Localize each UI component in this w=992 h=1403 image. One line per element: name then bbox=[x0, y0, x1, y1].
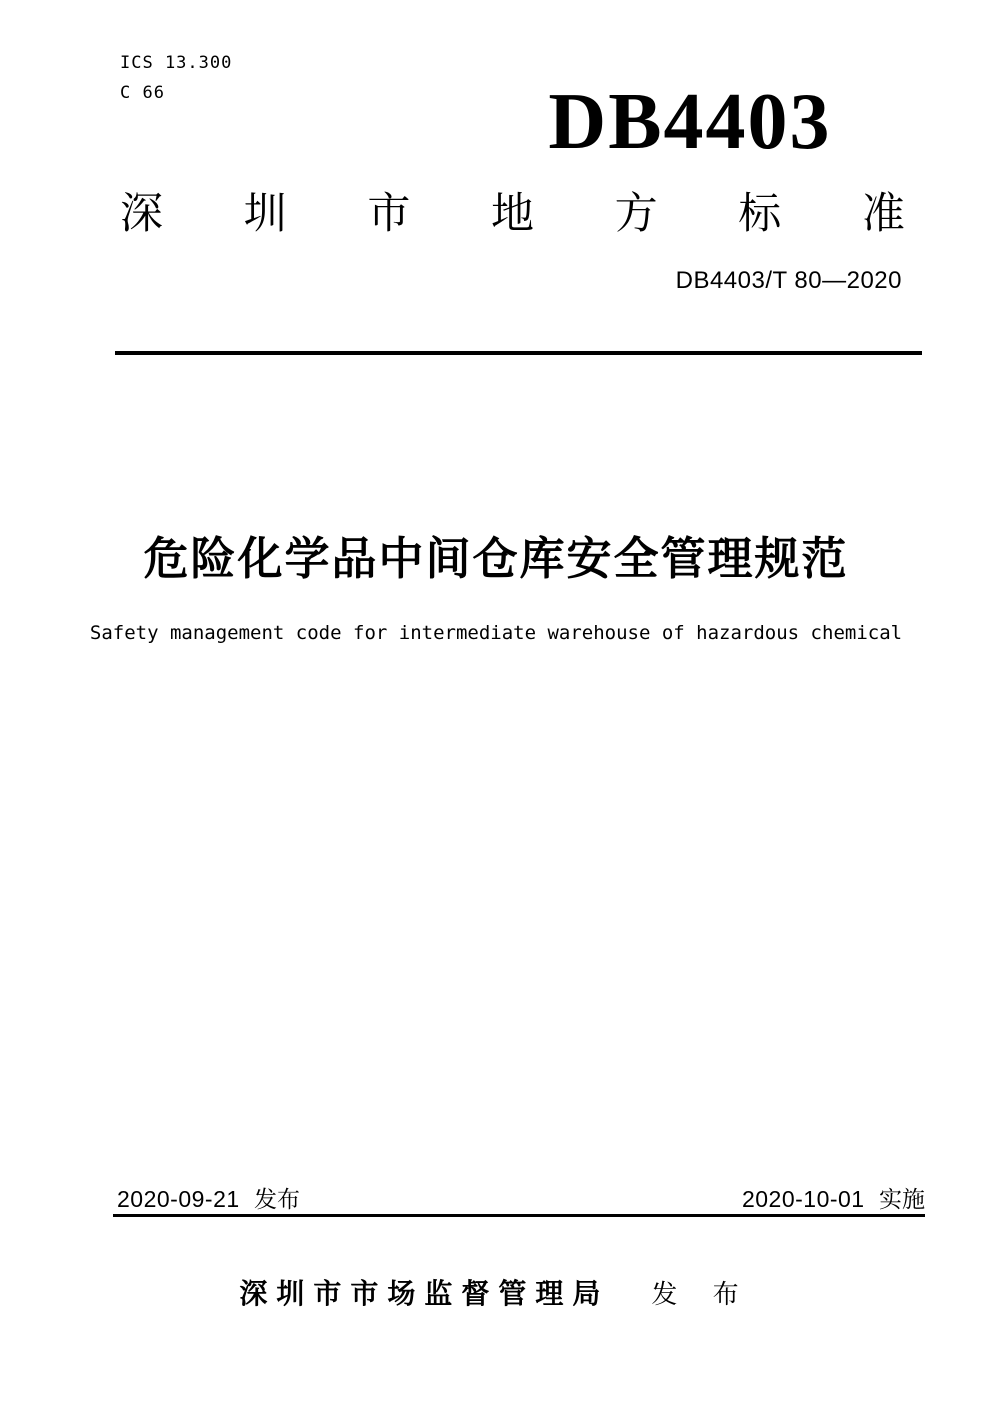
implementation-date-item bbox=[742, 1185, 925, 1213]
ics-classification-block bbox=[120, 48, 232, 108]
standard-number: DB4403/T 80—2020 bbox=[675, 267, 902, 294]
issuing-authority: 深圳市市场监督管理局 bbox=[239, 1278, 610, 1309]
implementation-date: 2020-10-01 bbox=[741, 1186, 865, 1212]
issue-date: 2020-09-21 bbox=[117, 1186, 240, 1212]
dates-row bbox=[117, 1185, 925, 1213]
standard-category-char: 圳 bbox=[243, 190, 287, 238]
standard-category-char: 地 bbox=[490, 190, 534, 238]
header-divider-rule bbox=[115, 351, 922, 355]
standard-category-line bbox=[120, 190, 905, 238]
issuer-row bbox=[0, 1272, 992, 1312]
issue-date-label: 发布 bbox=[254, 1186, 301, 1212]
standard-category-char: 标 bbox=[738, 190, 782, 238]
document-title-en: Safety management code for intermediate warehouse of hazardous chemical bbox=[89, 622, 903, 644]
footer-divider-rule bbox=[113, 1214, 925, 1217]
standard-category-char: 深 bbox=[120, 190, 163, 238]
publish-label: 发 布 bbox=[651, 1279, 753, 1309]
document-title-cn: 危险化学品中间仓库安全管理规范 bbox=[143, 533, 849, 584]
issue-date-item bbox=[117, 1185, 300, 1213]
standard-category-char: 方 bbox=[614, 190, 658, 238]
standard-category-char: 市 bbox=[367, 190, 411, 238]
implementation-date-label: 实施 bbox=[879, 1186, 925, 1212]
standard-code-logo: DB4403 bbox=[548, 78, 832, 166]
classification-code: C 66 bbox=[120, 83, 165, 103]
ics-code: ICS 13.300 bbox=[120, 53, 233, 73]
standard-category-char: 准 bbox=[861, 190, 905, 238]
